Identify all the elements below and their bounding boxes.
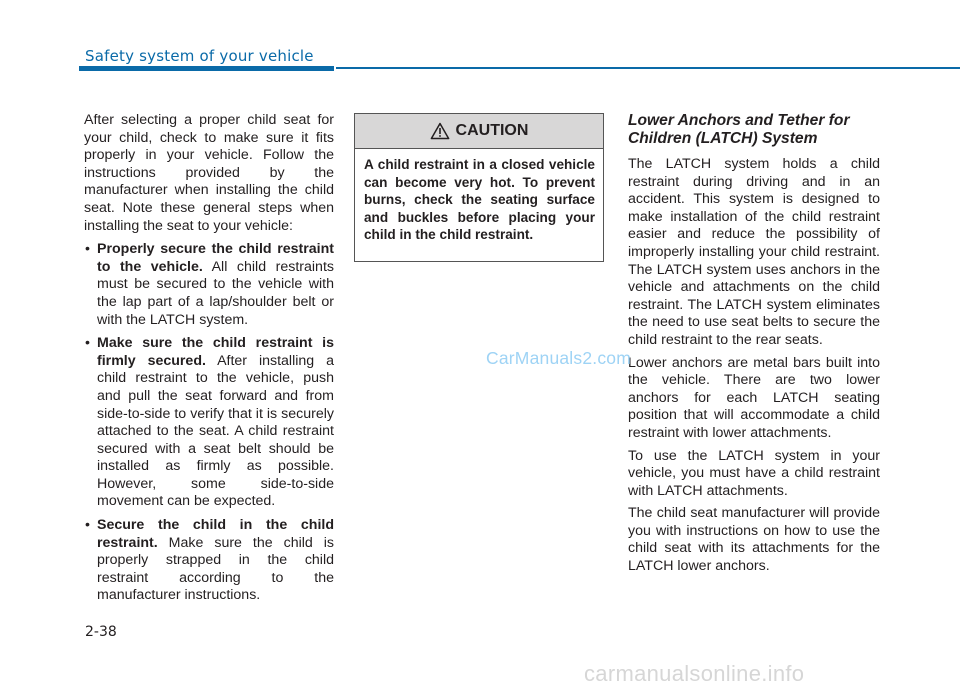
caution-header (355, 114, 603, 149)
caution-body: A child restraint in a closed vehicle can become very hot. To prevent burns, check the seating surface and buckles before placing your child in the child restraint. (364, 157, 595, 243)
paragraph: To use the LATCH system in your vehicle, you must have a child restraint with LATCH attachments. (628, 447, 880, 499)
list-item (84, 241, 334, 329)
warning-triangle-icon (430, 122, 450, 140)
bullet-icon: • (85, 241, 90, 258)
list-item-text: After installing a child restraint to the vehicle, push and pull the seat forward and from side-to-side to verify that it is securely attached to the seat. A child restraint secured with a seat belt should be installed as firmly as possible. However, some side-to-side movement can be expected. (97, 352, 334, 510)
bullet-icon: • (85, 335, 90, 352)
intro-paragraph: After selecting a proper child seat for your child, check to make sure it fits properly in your vehicle. Follow the instructions provided by the manufacturer when installing the child seat. Note these general steps when installing the seat to your vehicle: (84, 112, 334, 234)
paragraph: Lower anchors are metal bars built into the vehicle. There are two lower anchors for each LATCH seating position that will accommodate a child restraint with lower attachments. (628, 354, 880, 441)
caution-box (354, 113, 604, 262)
header-bar-thin (336, 67, 960, 69)
list-item-bold: Properly secure the child restraint to the vehicle. (97, 241, 334, 275)
list-item-bold: Secure the child in the child restraint. (97, 517, 334, 551)
section-heading: Lower Anchors and Tether for Children (LATCH) System (628, 112, 850, 147)
footer-watermark: carmanualsonline.info (584, 661, 805, 686)
watermark: CarManuals2.com (486, 348, 631, 368)
left-column (84, 112, 334, 611)
steps-list (84, 241, 334, 605)
header-bar-thick (79, 66, 334, 71)
list-item-text: All child restraints must be secured to the vehicle with the lap part of a lap/shoulder belt or with the LATCH system. (97, 258, 334, 328)
paragraph: The LATCH system holds a child restraint during driving and in an accident. This system is designed to make installation of the child restraint easier and reduce the possibility of improperly installing your child restraint. The LATCH system uses anchors in the vehicle and attachments on the child restraint. The LATCH system eliminates the need to use seat belts to secure the child restraint to the rear seats. (628, 156, 880, 348)
list-item-bold: Make sure the child restraint is firmly secured. (97, 335, 334, 369)
list-item (84, 335, 334, 511)
right-column (628, 112, 880, 581)
caution-title: CAUTION (455, 122, 529, 139)
list-item (84, 517, 334, 605)
section-title: Safety system of your vehicle (85, 47, 314, 65)
page-number: 2-38 (85, 624, 117, 640)
paragraph: The child seat manufacturer will provide you with instructions on how to use the child seat with its attachments for the LATCH lower anchors. (628, 505, 880, 575)
bullet-icon: • (85, 517, 90, 534)
list-item-text: Make sure the child is properly strapped in the child restraint according to the manufacturer instructions. (97, 534, 334, 604)
